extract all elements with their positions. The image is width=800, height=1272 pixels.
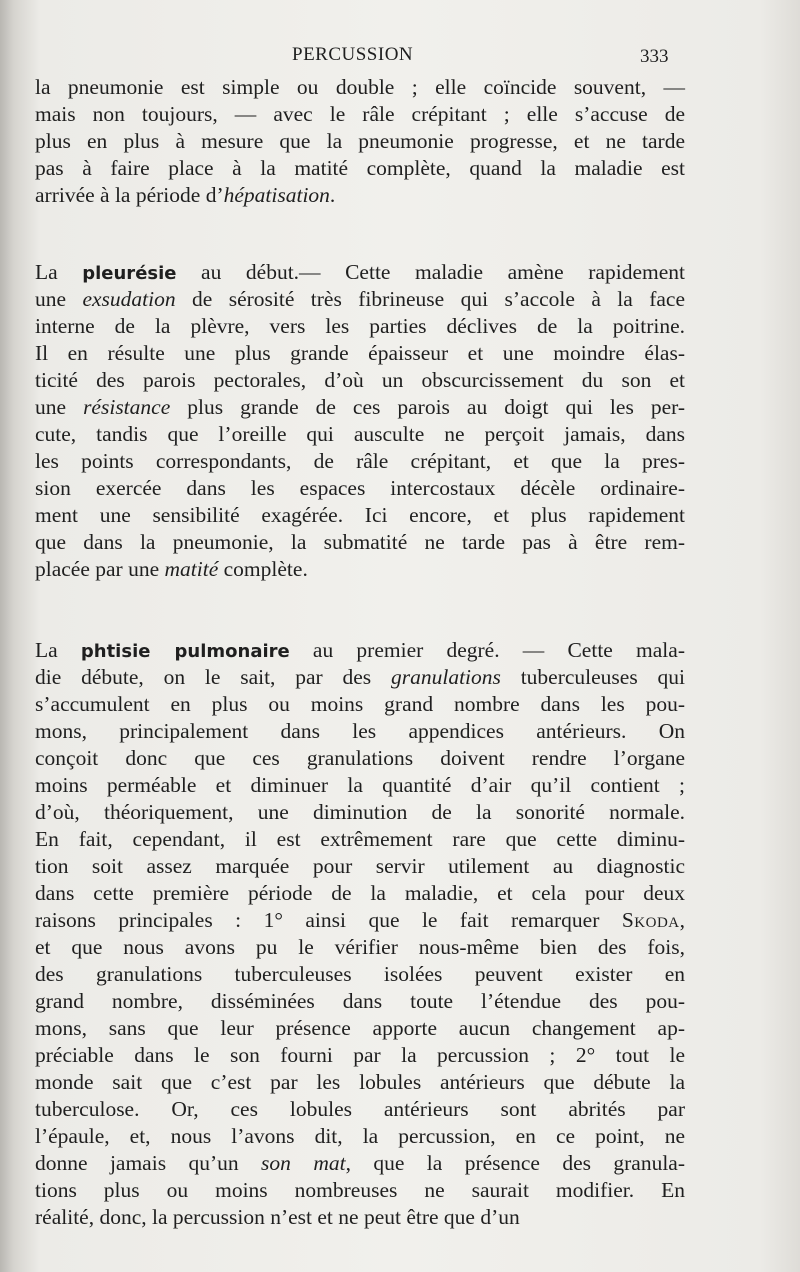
page-number: 333 bbox=[640, 46, 669, 67]
text-line bbox=[35, 259, 685, 286]
text-run: tion soit assez marquée pour servir utilement au diagnostic bbox=[35, 854, 685, 878]
text-line bbox=[35, 502, 685, 529]
italic-term: son mat bbox=[261, 1151, 346, 1175]
bold-term: pleurésie bbox=[82, 263, 177, 284]
text-line bbox=[35, 182, 685, 209]
text-line bbox=[35, 718, 685, 745]
text-line bbox=[35, 1123, 685, 1150]
text-line bbox=[35, 853, 685, 880]
text-line bbox=[35, 1069, 685, 1096]
text-run: s’accumulent en plus ou moins grand nombre dans les pou- bbox=[35, 692, 685, 716]
text-run: et que nous avons pu le vérifier nous-même bien des fois, bbox=[35, 935, 685, 959]
text-line bbox=[35, 664, 685, 691]
text-run: En fait, cependant, il est extrêmement rare que cette diminu- bbox=[35, 827, 685, 851]
text-line bbox=[35, 880, 685, 907]
text-run: placée par une bbox=[35, 557, 165, 581]
text-line bbox=[35, 691, 685, 718]
text-run: plus en plus à mesure que la pneumonie progresse, et ne tarde bbox=[35, 129, 685, 153]
text-run: la pneumonie est simple ou double ; elle coïncide souvent, — bbox=[35, 75, 685, 99]
text-run: complète. bbox=[218, 557, 308, 581]
paragraph bbox=[35, 74, 685, 209]
text-run: au premier degré. — Cette mala- bbox=[289, 638, 685, 662]
text-run: arrivée à la période d’ bbox=[35, 183, 224, 207]
text-run: cute, tandis que l’oreille qui ausculte ne perçoit jamais, dans bbox=[35, 422, 685, 446]
body-text bbox=[35, 74, 685, 1231]
text-run: raisons principales : 1° ainsi que le fait remarquer bbox=[35, 908, 622, 932]
text-run: une bbox=[35, 395, 84, 419]
text-run: mons, sans que leur présence apporte aucun changement ap- bbox=[35, 1016, 685, 1040]
text-line bbox=[35, 529, 685, 556]
italic-term: matité bbox=[164, 557, 219, 581]
text-run: tuberculeuses qui bbox=[500, 665, 685, 689]
text-run: des granulations tuberculeuses isolées peuvent exister en bbox=[35, 962, 685, 986]
text-run: dans cette première période de la maladie, et cela pour deux bbox=[35, 881, 685, 905]
paragraph bbox=[35, 637, 685, 1231]
text-run: ment une sensibilité exagérée. Ici encore, et plus rapidement bbox=[35, 503, 685, 527]
text-run: l’épaule, et, nous l’avons dit, la percussion, en ce point, ne bbox=[35, 1124, 685, 1148]
text-run: interne de la plèvre, vers les parties déclives de la poitrine. bbox=[35, 314, 685, 338]
text-line bbox=[35, 826, 685, 853]
text-run: die débute, on le sait, par des bbox=[35, 665, 391, 689]
text-line bbox=[35, 286, 685, 313]
text-line bbox=[35, 1150, 685, 1177]
text-run: plus grande de ces parois au doigt qui les per- bbox=[170, 395, 686, 419]
text-run: monde sait que c’est par les lobules antérieurs que débute la bbox=[35, 1070, 685, 1094]
text-run: La bbox=[35, 260, 83, 284]
text-run: . bbox=[329, 183, 336, 207]
text-line bbox=[35, 1177, 685, 1204]
text-run: ticité des parois pectorales, d’où un obscurcissement du son et bbox=[35, 368, 685, 392]
italic-term: exsudation bbox=[82, 287, 176, 311]
bold-term: phtisie pulmonaire bbox=[80, 641, 290, 662]
text-line bbox=[35, 934, 685, 961]
text-line bbox=[35, 475, 685, 502]
running-head-title: PERCUSSION bbox=[292, 44, 414, 65]
text-line bbox=[35, 394, 685, 421]
text-run: mais non toujours, — avec le râle crépitant ; elle s’accuse de bbox=[35, 102, 685, 126]
text-run: une bbox=[35, 287, 83, 311]
text-line bbox=[35, 128, 685, 155]
text-run: sion exercée dans les espaces intercostaux décèle ordinaire- bbox=[35, 476, 685, 500]
text-run: conçoit donc que ces granulations doivent rendre l’organe bbox=[35, 746, 685, 770]
text-run: tuberculose. Or, ces lobules antérieurs sont abrités par bbox=[35, 1097, 685, 1121]
text-run: donne jamais qu’un bbox=[35, 1151, 262, 1175]
small-caps-name: Skoda bbox=[621, 908, 680, 932]
text-line bbox=[35, 637, 685, 664]
text-line bbox=[35, 1204, 685, 1231]
text-run: préciable dans le son fourni par la percussion ; 2° tout le bbox=[35, 1043, 685, 1067]
text-run: que dans la pneumonie, la submatité ne tarde pas à être rem- bbox=[35, 530, 685, 554]
text-run: La bbox=[35, 638, 81, 662]
italic-term: hépatisation bbox=[223, 183, 330, 207]
text-line bbox=[35, 556, 685, 583]
text-line bbox=[35, 340, 685, 367]
paragraph-gap bbox=[35, 209, 685, 259]
italic-term: résistance bbox=[83, 395, 171, 419]
text-run: Il en résulte une plus grande épaisseur et une moindre élas- bbox=[35, 341, 685, 365]
text-line bbox=[35, 1096, 685, 1123]
paragraph bbox=[35, 259, 685, 583]
text-run: de sérosité très fibrineuse qui s’accole à la face bbox=[175, 287, 685, 311]
text-line bbox=[35, 155, 685, 182]
text-line bbox=[35, 421, 685, 448]
text-run: au début.— Cette maladie amène rapidement bbox=[176, 260, 685, 284]
text-run: tions plus ou moins nombreuses ne saurait modifier. En bbox=[35, 1178, 685, 1202]
text-line bbox=[35, 74, 685, 101]
italic-term: granulations bbox=[390, 665, 501, 689]
text-line bbox=[35, 907, 685, 934]
text-line bbox=[35, 772, 685, 799]
text-line bbox=[35, 367, 685, 394]
text-line bbox=[35, 101, 685, 128]
text-run: pas à faire place à la matité complète, quand la maladie est bbox=[35, 156, 685, 180]
text-run: réalité, donc, la percussion n’est et ne peut être que d’un bbox=[35, 1205, 520, 1229]
text-line bbox=[35, 799, 685, 826]
text-line bbox=[35, 1042, 685, 1069]
text-run: , bbox=[679, 908, 685, 932]
text-line bbox=[35, 313, 685, 340]
text-line bbox=[35, 961, 685, 988]
text-run: d’où, théoriquement, une diminution de la sonorité normale. bbox=[35, 800, 685, 824]
text-line bbox=[35, 448, 685, 475]
running-head bbox=[0, 44, 800, 72]
text-run: grand nombre, disséminées dans toute l’étendue des pou- bbox=[35, 989, 685, 1013]
text-line bbox=[35, 988, 685, 1015]
text-line bbox=[35, 1015, 685, 1042]
text-run: mons, principalement dans les appendices antérieurs. On bbox=[35, 719, 685, 743]
text-run: , que la présence des granula- bbox=[345, 1151, 686, 1175]
text-line bbox=[35, 745, 685, 772]
paragraph-gap bbox=[35, 583, 685, 637]
text-run: les points correspondants, de râle crépitant, et que la pres- bbox=[35, 449, 685, 473]
text-run: moins perméable et diminuer la quantité d’air qu’il contient ; bbox=[35, 773, 685, 797]
